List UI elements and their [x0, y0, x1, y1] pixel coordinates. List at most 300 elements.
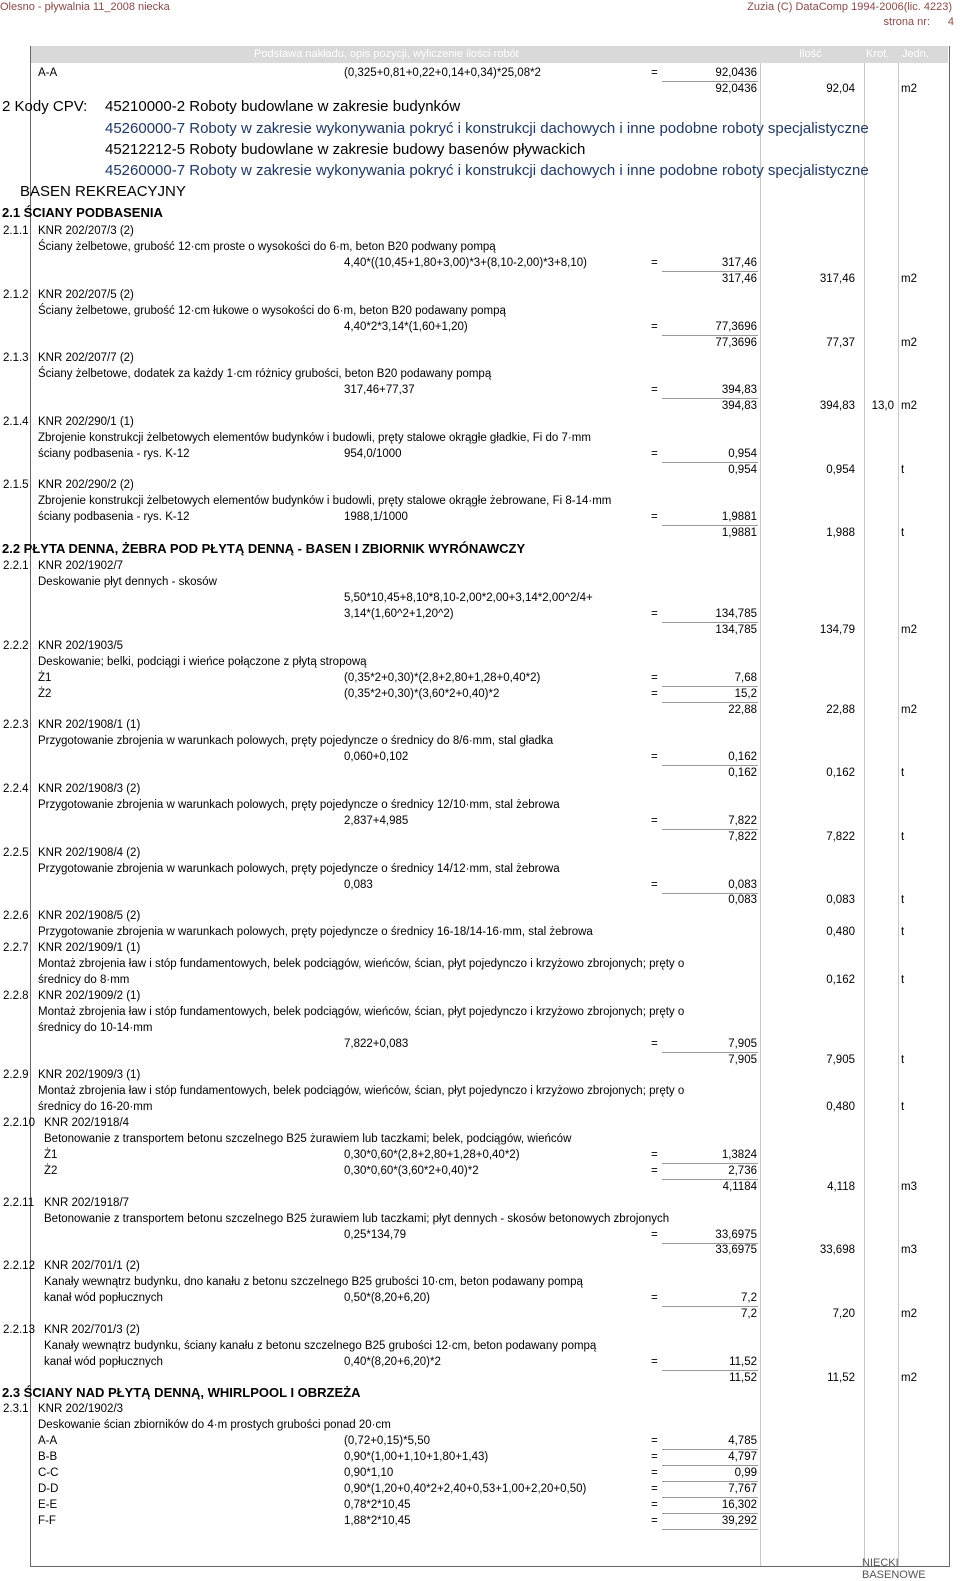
item-number: 2.1.4 [3, 416, 29, 428]
item-text: A-A [38, 67, 58, 79]
quantity-value: 0,162 [826, 767, 855, 779]
item-number: 2.2.10 [3, 1117, 35, 1129]
formula: 0,78*2*10,45 [344, 1499, 411, 1511]
quantity-value: 11,52 [827, 1372, 855, 1384]
equals-sign: = [651, 1356, 658, 1368]
partial-value: 15,2 [734, 688, 757, 700]
multiplier-value: 13,0 [871, 400, 894, 412]
table-row [0, 256, 960, 272]
table-row [0, 351, 960, 367]
table-row [0, 655, 960, 671]
quantity-value: 0,480 [826, 1101, 855, 1113]
unit-label: t [901, 974, 905, 986]
unit-label: t [901, 527, 905, 539]
equals-sign: = [651, 1038, 658, 1050]
partial-value: 1,3824 [721, 1149, 757, 1161]
partial-value: 4,785 [728, 1435, 757, 1447]
quantity-value: 0,083 [826, 894, 855, 906]
page-number-label: strona nr: [883, 16, 930, 28]
table-row [0, 814, 960, 830]
table-row [0, 1355, 960, 1371]
item-text: KNR 202/1908/4 (2) [38, 847, 141, 859]
item-text: Betonowanie z transportem betonu szczelnego B25 żurawiem lub taczkami; płyt dennych - skosów betonowych zbrojonych [44, 1213, 670, 1225]
partial-value: 0,083 [728, 879, 757, 891]
item-text: Kanały wewnątrz budynku, ściany kanału z betonu szczelnego B25 grubości 12·cm, beton podawany pompą [44, 1340, 597, 1352]
item-text: Montaż zbrojenia ław i stóp fundamentowych, belek podciągów, wieńców, ścian, płyt pojedynczo i krzyżowo zbrojonych; pręty o [38, 958, 685, 970]
formula: 1988,1/1000 [344, 511, 408, 523]
table-row [0, 893, 960, 909]
table-row [0, 989, 960, 1005]
table-row [0, 703, 960, 719]
table-row [0, 447, 960, 463]
table-row [0, 1148, 960, 1164]
partial-value: 0,954 [728, 448, 757, 460]
equals-sign: = [651, 384, 658, 396]
partial-value: 0,99 [734, 1467, 757, 1479]
partial-value: 39,292 [721, 1515, 757, 1527]
formula: (0,35*2+0,30)*(2,8+2,80+1,28+0,40*2) [344, 672, 541, 684]
item-number: 2.2.4 [3, 783, 29, 795]
table-row [0, 1084, 960, 1100]
item-text: Przygotowanie zbrojenia w warunkach polowych, pręty pojedyncze o średnicy do 8/6·mm, stal gładka [38, 735, 554, 747]
item-text: kanał wód popłucznych [44, 1292, 163, 1304]
equals-sign: = [651, 688, 658, 700]
partial-value: 11,52 [729, 1356, 757, 1368]
table-row [0, 1418, 960, 1434]
unit-label: m2 [901, 1372, 917, 1384]
table-row [0, 575, 960, 591]
partial-value: 16,302 [721, 1499, 757, 1511]
table-row [0, 941, 960, 957]
item-text: B-B [38, 1451, 58, 1463]
formula: 5,50*10,45+8,10*8,10-2,00*2,00+3,14*2,00^2/4+ [344, 592, 593, 604]
item-text: KNR 202/1902/7 [38, 560, 124, 572]
item-number: 2.1.2 [3, 289, 29, 301]
table-row [0, 494, 960, 510]
table-row [0, 734, 960, 750]
item-number: 2.2.12 [3, 1260, 35, 1272]
table-row [0, 830, 960, 846]
formula: 0,30*0,60*(3,60*2+0,40)*2 [344, 1165, 479, 1177]
section-heading: 2.2 PŁYTA DENNA, ŻEBRA POD PŁYTĄ DENNĄ - BASEN I ZBIORNIK WYRÓNAWCZY [2, 541, 526, 556]
item-text: kanał wód popłucznych [44, 1356, 163, 1368]
quantity-value: 317,46 [819, 273, 855, 285]
table-row [0, 1450, 960, 1466]
item-text: KNR 202/1918/4 [44, 1117, 130, 1129]
table-row [0, 718, 960, 734]
table-row [0, 1021, 960, 1037]
formula: (0,325+0,81+0,22+0,14+0,34)*25,08*2 [344, 67, 541, 79]
item-number: 2.1.3 [3, 352, 29, 364]
table-row [0, 782, 960, 798]
item-number: 2.2.3 [3, 719, 29, 731]
col-desc: Podstawa nakładu, opis pozycji, wyliczenie ilości robót [254, 48, 519, 60]
partial-value: 92,0436 [715, 83, 757, 95]
unit-label: t [901, 464, 905, 476]
table-row [0, 1132, 960, 1148]
item-text: KNR 202/290/1 (1) [38, 416, 134, 428]
item-text: KNR 202/1908/5 (2) [38, 910, 141, 922]
item-text: KNR 202/207/7 (2) [38, 352, 134, 364]
quantity-value: 4,118 [827, 1181, 855, 1193]
item-text: średnicy do 10-14·mm [38, 1022, 153, 1034]
item-number: 2.2.8 [3, 990, 29, 1002]
table-row [0, 478, 960, 494]
table-row [0, 320, 960, 336]
table-row [0, 463, 960, 479]
table-row [0, 671, 960, 687]
item-text: A-A [38, 1435, 58, 1447]
partial-value: 7,767 [728, 1483, 757, 1495]
table-row [0, 687, 960, 703]
partial-value: 7,822 [728, 815, 757, 827]
table-row [0, 1196, 960, 1212]
unit-label: m2 [901, 624, 917, 636]
formula: 7,822+0,083 [344, 1038, 409, 1050]
table-row [0, 909, 960, 925]
equals-sign: = [651, 1451, 658, 1463]
formula: 3,14*(1,60^2+1,20^2) [344, 608, 454, 620]
header-software: Zuzia (C) DataComp 1994-2006(lic. 4223) [747, 1, 952, 13]
partial-value: 7,68 [734, 672, 757, 684]
partial-value: 2,736 [728, 1165, 757, 1177]
quantity-value: 394,83 [819, 400, 855, 412]
partial-value: 1,9881 [721, 511, 757, 523]
partial-value: 0,954 [728, 464, 757, 476]
item-text: Zbrojenie konstrukcji żelbetowych elementów budynków i budowli, pręty stalowe okrągłe żebrowane, Fi 8-14·mm [38, 495, 612, 507]
table-row [0, 623, 960, 639]
quantity-value: 77,37 [826, 337, 855, 349]
item-text: Ściany żelbetowe, dodatek za każdy 1·cm różnicy grubości, beton B20 podawany pompą [38, 368, 492, 380]
item-number: 2.2.6 [3, 910, 29, 922]
partial-value: 33,6975 [715, 1244, 757, 1256]
item-text: KNR 202/1908/3 (2) [38, 783, 141, 795]
cpv-line-3: 45212212-5 Roboty budowlane w zakresie budowy basenów pływackich [105, 141, 586, 158]
table-row [0, 1037, 960, 1053]
formula: (0,72+0,15)*5,50 [344, 1435, 430, 1447]
table-row [0, 66, 960, 82]
table-row [0, 1371, 960, 1387]
table-row [0, 240, 960, 256]
table-row [0, 304, 960, 320]
col-unit: Jedn. [902, 48, 929, 60]
table-row [0, 957, 960, 973]
item-number: 2.1.1 [3, 225, 29, 237]
partial-value: 11,52 [729, 1372, 757, 1384]
formula: 0,90*(1,20+0,40*2+2,40+0,53+1,00+2,20+0,50) [344, 1483, 587, 1495]
equals-sign: = [651, 1149, 658, 1161]
table-row [0, 1291, 960, 1307]
table-row [0, 1323, 960, 1339]
table-row [0, 1434, 960, 1450]
item-text: Montaż zbrojenia ław i stóp fundamentowych, belek podciągów, wieńców, ścian, płyt pojedynczo i krzyżowo zbrojonych; pręty o [38, 1085, 685, 1097]
col-qty: Ilość [799, 48, 822, 60]
table-row [0, 431, 960, 447]
partial-value: 33,6975 [715, 1229, 757, 1241]
item-text: KNR 202/701/1 (2) [44, 1260, 140, 1272]
table-row [0, 862, 960, 878]
partial-value: 7,905 [728, 1054, 757, 1066]
item-number: 2.3.1 [3, 1403, 29, 1415]
partial-value: 134,785 [715, 624, 757, 636]
table-row [0, 1180, 960, 1196]
quantity-value: 134,79 [819, 624, 855, 636]
partial-value: 4,1184 [722, 1181, 757, 1193]
partial-value: 317,46 [721, 273, 757, 285]
item-text: ściany podbasenia - rys. K-12 [38, 511, 190, 523]
page-number: 4 [947, 16, 954, 28]
col-krot: Krot. [866, 48, 890, 60]
item-text: KNR 202/290/2 (2) [38, 479, 134, 491]
table-row [0, 1339, 960, 1355]
table-row [0, 526, 960, 542]
partial-value: 134,785 [715, 608, 757, 620]
partial-value: 394,83 [721, 400, 757, 412]
unit-label: m2 [901, 273, 917, 285]
formula: 4,40*2*3,14*(1,60+1,20) [344, 321, 468, 333]
item-text: KNR 202/1909/1 (1) [38, 942, 141, 954]
quantity-value: 7,20 [832, 1308, 855, 1320]
item-text: KNR 202/701/3 (2) [44, 1324, 140, 1336]
item-number: 2.2.1 [3, 560, 29, 572]
table-row [0, 399, 960, 415]
equals-sign: = [651, 1292, 658, 1304]
cpv-line-2: 45260000-7 Roboty w zakresie wykonywania pokryć i konstrukcji dachowych i inne podobne roboty specjalistyczne [105, 120, 869, 137]
table-row [0, 1514, 960, 1530]
table-row [0, 1100, 960, 1116]
item-text: KNR 202/1909/3 (1) [38, 1069, 141, 1081]
partial-value: 0,162 [728, 767, 757, 779]
formula: 0,30*0,60*(2,8+2,80+1,28+0,40*2) [344, 1149, 520, 1161]
unit-label: t [901, 926, 905, 938]
item-number: 2.2.13 [3, 1324, 35, 1336]
table-row [0, 336, 960, 352]
equals-sign: = [651, 257, 658, 269]
unit-label: t [901, 831, 905, 843]
item-text: Deskowanie płyt dennych - skosów [38, 576, 217, 588]
underline [662, 1529, 758, 1530]
item-text: średnicy do 16-20·mm [38, 1101, 153, 1113]
table-row [0, 224, 960, 240]
item-text: KNR 202/1909/2 (1) [38, 990, 141, 1002]
table-row [0, 272, 960, 288]
quantity-value: 33,698 [819, 1244, 855, 1256]
unit-label: m2 [901, 704, 917, 716]
equals-sign: = [651, 321, 658, 333]
item-text: ściany podbasenia - rys. K-12 [38, 448, 190, 460]
unit-label: t [901, 1101, 905, 1113]
item-number: 2.2.9 [3, 1069, 29, 1081]
table-row [0, 591, 960, 607]
formula: 0,25*134,79 [344, 1229, 407, 1241]
formula: 0,90*1,10 [344, 1467, 394, 1479]
formula: 2,837+4,985 [344, 815, 409, 827]
item-text: Zbrojenie konstrukcji żelbetowych elementów budynków i budowli, pręty stalowe okrągłe gładkie, Fi do 7·mm [38, 432, 591, 444]
item-text: Montaż zbrojenia ław i stóp fundamentowych, belek podciągów, wieńców, ścian, płyt pojedynczo i krzyżowo zbrojonych; pręty o [38, 1006, 685, 1018]
equals-sign: = [651, 879, 658, 891]
table-row [0, 1402, 960, 1418]
equals-sign: = [651, 1229, 658, 1241]
unit-label: m2 [901, 337, 917, 349]
quantity-value: 0,162 [826, 974, 855, 986]
table-row [0, 798, 960, 814]
item-text: Betonowanie z transportem betonu szczelnego B25 żurawiem lub taczkami; belek, podciągów, wieńców [44, 1133, 572, 1145]
partial-value: 4,797 [728, 1451, 757, 1463]
quantity-value: 7,822 [826, 831, 855, 843]
item-text: KNR 202/1918/7 [44, 1197, 130, 1209]
item-text: E-E [38, 1499, 58, 1511]
header-title: Olesno - pływalnia 11_2008 niecka [0, 1, 170, 13]
item-number: 2.2.11 [3, 1197, 35, 1209]
unit-label: m2 [901, 1308, 917, 1320]
partial-value: 77,3696 [715, 337, 757, 349]
equals-sign: = [651, 751, 658, 763]
item-text: KNR 202/207/3 (2) [38, 225, 134, 237]
section-heading: 2.3 ŚCIANY NAD PŁYTĄ DENNĄ, WHIRLPOOL I OBRZEŻA [2, 1385, 361, 1400]
item-text: KNR 202/1908/1 (1) [38, 719, 141, 731]
table-row [0, 1259, 960, 1275]
partial-value: 0,083 [728, 894, 757, 906]
item-text: Przygotowanie zbrojenia w warunkach polowych, pręty pojedyncze o średnicy 14/12·mm, stal żebrowa [38, 863, 560, 875]
formula: 954,0/1000 [344, 448, 402, 460]
item-text: Ż2 [38, 688, 52, 700]
table-row [0, 1275, 960, 1291]
equals-sign: = [651, 815, 658, 827]
partial-value: 1,9881 [721, 527, 757, 539]
table-row [0, 1164, 960, 1180]
table-row [0, 607, 960, 623]
item-number: 2.2.5 [3, 847, 29, 859]
table-row [0, 415, 960, 431]
item-text: Przygotowanie zbrojenia w warunkach polowych, pręty pojedyncze o średnicy 12/10·mm, stal żebrowa [38, 799, 560, 811]
equals-sign: = [651, 448, 658, 460]
equals-sign: = [651, 608, 658, 620]
formula: 4,40*((10,45+1,80+3,00)*3+(8,10-2,00)*3+8,10) [344, 257, 587, 269]
table-row [0, 383, 960, 399]
quantity-value: 22,88 [826, 704, 855, 716]
cpv-label: 2 Kody CPV: [2, 98, 88, 115]
table-row [0, 1068, 960, 1084]
partial-value: 317,46 [721, 257, 757, 269]
table-row [0, 973, 960, 989]
quantity-value: 92,04 [826, 83, 855, 95]
footer-label: NIECKI BASENOWE [862, 1557, 926, 1581]
equals-sign: = [651, 511, 658, 523]
quantity-value: 1,988 [826, 527, 855, 539]
partial-value: 7,2 [741, 1292, 757, 1304]
item-text: Ż1 [38, 672, 52, 684]
item-text: KNR 202/1903/5 [38, 640, 124, 652]
unit-label: m2 [901, 83, 917, 95]
unit-label: t [901, 894, 905, 906]
table-row [0, 766, 960, 782]
unit-label: t [901, 767, 905, 779]
quantity-value: 0,954 [826, 464, 855, 476]
item-text: średnicy do 8·mm [38, 974, 130, 986]
table-row [0, 1307, 960, 1323]
item-text: KNR 202/207/5 (2) [38, 289, 134, 301]
item-text: D-D [38, 1483, 59, 1495]
table-row [0, 639, 960, 655]
item-text: Ściany żelbetowe, grubość 12·cm łukowe o wysokości do 6·m, beton B20 podawany pompą [38, 305, 506, 317]
item-text: Ściany żelbetowe, grubość 12·cm proste o wysokości do 6·m, beton B20 podwany pompą [38, 241, 496, 253]
item-text: Przygotowanie zbrojenia w warunkach polowych, pręty pojedyncze o średnicy 16-18/14-16·mm, stal żebrowa [38, 926, 593, 938]
table-row [0, 1053, 960, 1069]
item-text: Deskowanie; belki, podciągi i wieńce połączone z płytą stropową [38, 656, 367, 668]
equals-sign: = [651, 1499, 658, 1511]
unit-label: m3 [901, 1181, 917, 1193]
formula: 0,90*(1,00+1,10+1,80+1,43) [344, 1451, 489, 1463]
section-title: BASEN REKREACYJNY [20, 183, 186, 200]
item-number: 2.2.7 [3, 942, 29, 954]
equals-sign: = [651, 1165, 658, 1177]
item-text: Ż1 [44, 1149, 58, 1161]
item-text: F-F [38, 1515, 56, 1527]
equals-sign: = [651, 1467, 658, 1479]
table-row [0, 846, 960, 862]
table-row [0, 1005, 960, 1021]
formula: 1,88*2*10,45 [344, 1515, 411, 1527]
table-row [0, 1116, 960, 1132]
equals-sign: = [651, 672, 658, 684]
formula: 0,40*(8,20+6,20)*2 [344, 1356, 441, 1368]
table-row [0, 510, 960, 526]
partial-value: 0,162 [728, 751, 757, 763]
cpv-line-4: 45260000-7 Roboty w zakresie wykonywania pokryć i konstrukcji dachowych i inne podobne roboty specjalistyczne [105, 162, 869, 179]
partial-value: 7,2 [741, 1308, 757, 1320]
formula: 0,083 [344, 879, 373, 891]
table-row [0, 925, 960, 941]
quantity-value: 0,480 [826, 926, 855, 938]
equals-sign: = [651, 67, 658, 79]
equals-sign: = [651, 1483, 658, 1495]
section-heading: 2.1 ŚCIANY PODBASENIA [2, 205, 163, 220]
equals-sign: = [651, 1435, 658, 1447]
table-row [0, 1482, 960, 1498]
table-row [0, 1212, 960, 1228]
unit-label: t [901, 1054, 905, 1066]
table-row [0, 1466, 960, 1482]
item-number: 2.1.5 [3, 479, 29, 491]
partial-value: 394,83 [721, 384, 757, 396]
cpv-line-1: 45210000-2 Roboty budowlane w zakresie budynków [105, 98, 461, 115]
table-row [0, 878, 960, 894]
item-text: Kanały wewnątrz budynku, dno kanału z betonu szczelnego B25 grubości 10·cm, beton podawany pompą [44, 1276, 583, 1288]
partial-value: 22,88 [728, 704, 757, 716]
table-row [0, 288, 960, 304]
unit-label: m2 [901, 400, 917, 412]
item-text: Ż2 [44, 1165, 58, 1177]
item-text: Deskowanie ścian zbiorników do 4·m prostych grubości ponad 20·cm [38, 1419, 391, 1431]
partial-value: 7,905 [728, 1038, 757, 1050]
unit-label: m3 [901, 1244, 917, 1256]
quantity-value: 7,905 [826, 1054, 855, 1066]
partial-value: 77,3696 [715, 321, 757, 333]
table-row [0, 559, 960, 575]
table-row [0, 1228, 960, 1244]
formula: (0,35*2+0,30)*(3,60*2+0,40)*2 [344, 688, 500, 700]
item-text: C-C [38, 1467, 59, 1479]
equals-sign: = [651, 1515, 658, 1527]
table-row [0, 367, 960, 383]
table-row [0, 750, 960, 766]
table-row [0, 82, 960, 98]
table-row [0, 1498, 960, 1514]
item-text: KNR 202/1902/3 [38, 1403, 124, 1415]
item-number: 2.2.2 [3, 640, 29, 652]
partial-value: 92,0436 [715, 67, 757, 79]
formula: 317,46+77,37 [344, 384, 415, 396]
